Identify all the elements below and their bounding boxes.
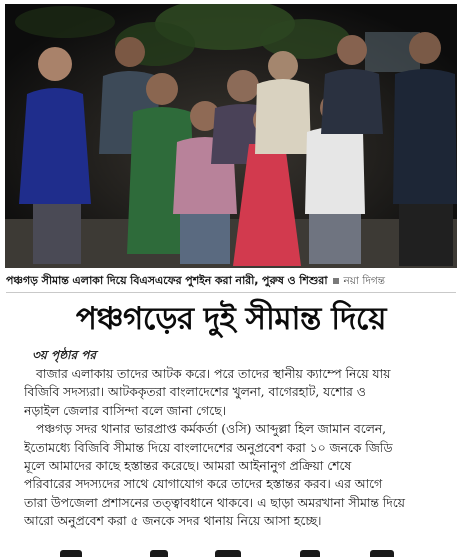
body-line: বিজিবি সদস্যরা। আটককৃতরা বাংলাদেশের খুলনা, বাগেরহাট, যশোর ও <box>24 385 366 400</box>
cut-off-glyph <box>370 550 394 557</box>
caption-square-icon <box>333 278 339 284</box>
cut-off-next-headline <box>0 548 462 557</box>
caption-text: পঞ্চগড় সীমান্ত এলাকা দিয়ে বিএসএফের পুশইন করা নারী, পুরুষ ও শিশুরা <box>6 274 328 287</box>
cut-off-glyph <box>150 550 168 557</box>
body-line: আরো অনুপ্রবেশ করা ৫ জনকে সদর থানায় নিয়ে আসা হচ্ছে। <box>24 514 322 529</box>
body-line: নড়াইল জেলার বাসিন্দা বলে জানা গেছে। <box>24 403 227 418</box>
cut-off-glyph <box>215 550 241 557</box>
body-line: তারা উপজেলা প্রশাসনের তত্ত্বাবধানে থাকবে। এ ছাড়া অমরখানা সীমান্ত দিয়ে <box>24 495 405 510</box>
caption-credit: নয়া দিগন্ত <box>343 275 385 287</box>
photo-caption <box>6 272 458 290</box>
headline: পঞ্চগড়ের দুই সীমান্ত দিয়ে <box>75 301 387 337</box>
cut-off-glyph <box>60 550 82 557</box>
body-line: ইতোমধ্যে বিজিবি সীমান্ত দিয়ে বাংলাদেশের অনুপ্রবেশ করা ১০ জনকে জিডি <box>24 440 393 455</box>
body-line: মূলে আমাদের কাছে হস্তান্তর করেছে। আমরা আইনানুগ প্রক্রিয়া শেষে <box>24 459 352 474</box>
body-line: বাজার এলাকায় তাদের আটক করে। পরে তাদের স্থানীয় ক্যাম্পে নিয়ে যায় <box>36 367 391 381</box>
body-line: পরিবারের সদস্যদের সাথে যোগাযোগ করে তাদের হস্তান্তর করব। এর আগে <box>24 477 383 492</box>
body-line: পঞ্চগড় সদর থানার ভারপ্রাপ্ত কর্মকর্তা (ওসি) আব্দুল্লা হিল জামান বলেন, <box>36 422 387 437</box>
news-photo <box>5 4 457 268</box>
article-body <box>24 365 452 531</box>
continued-from-label: ৩য় পৃষ্ঠার পর <box>32 348 97 362</box>
cut-off-glyph <box>300 550 320 557</box>
caption-divider <box>6 292 456 293</box>
photo-illustration <box>5 4 457 268</box>
